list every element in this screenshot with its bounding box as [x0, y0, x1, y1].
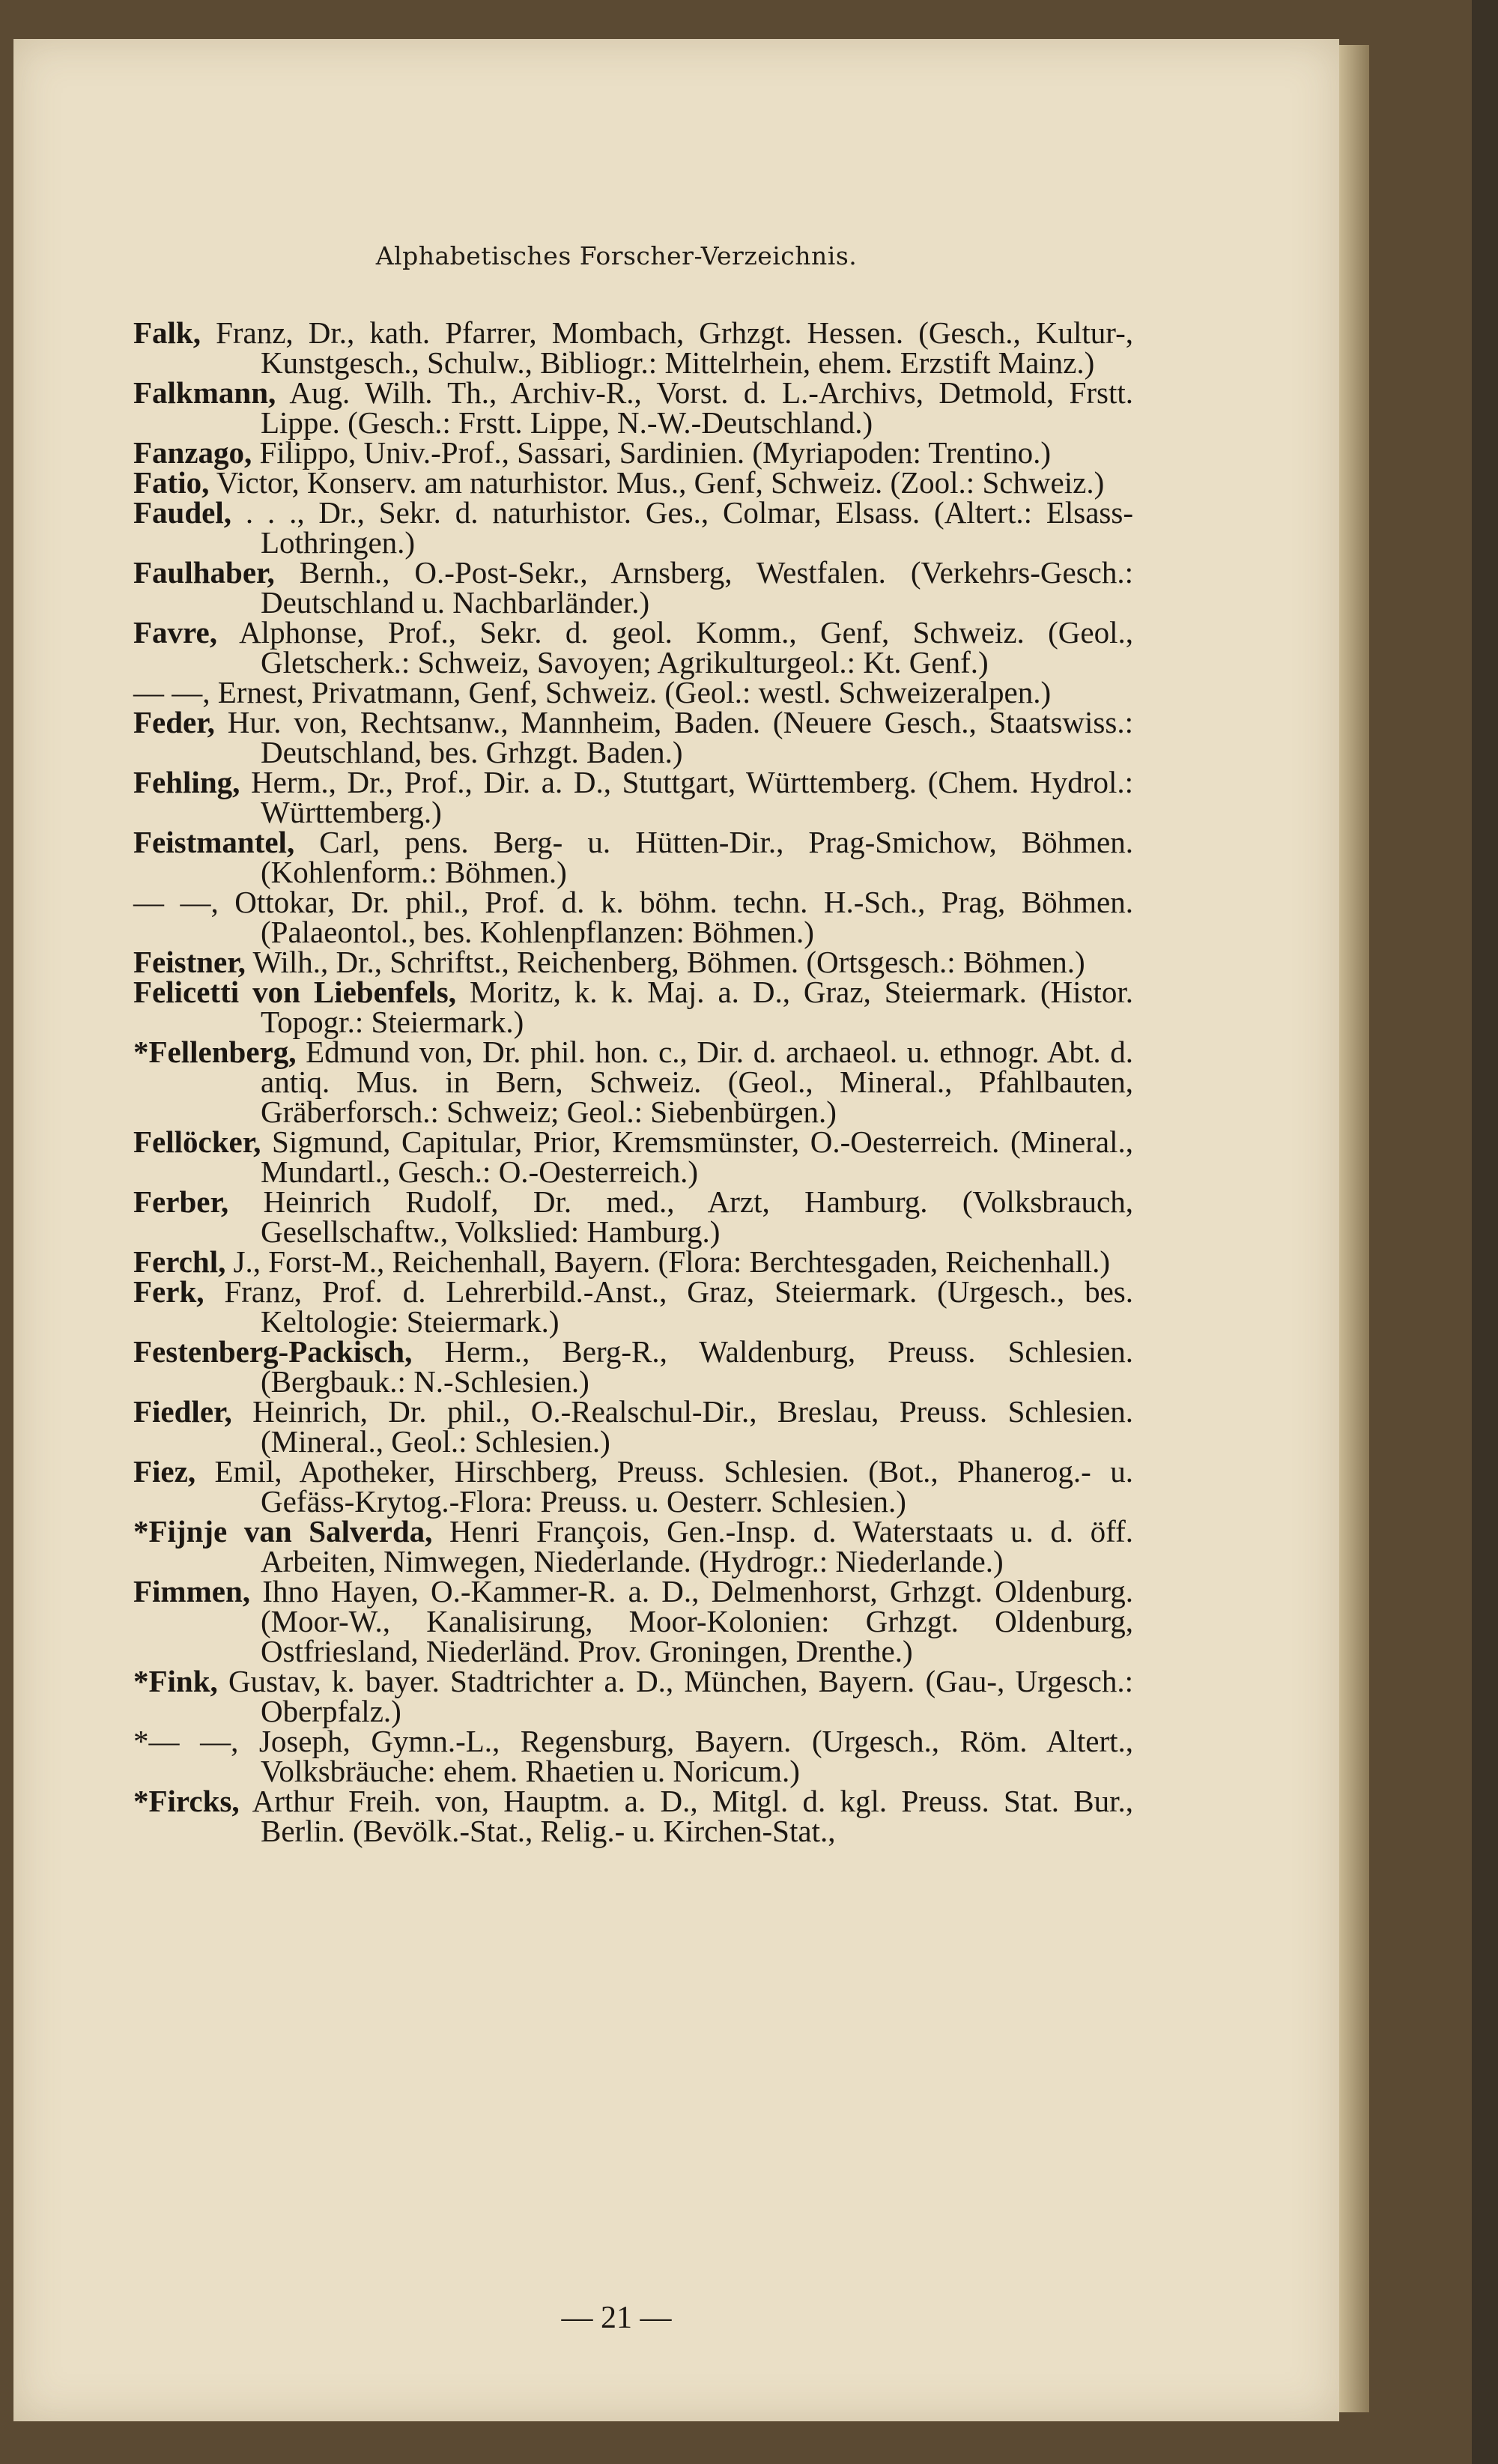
entry-text: Franz, Dr., kath. Pfarrer, Mombach, Grhzgt. Hessen. (Gesch., Kultur-, Kunstgesch., Schulw., Bibliogr.: Mittelrhein, ehem. Erzstift Mainz.) — [201, 315, 1133, 380]
entry-text: Alphonse, Prof., Sekr. d. geol. Komm., Genf, Schweiz. (Geol., Gletscherk.: Schweiz, Savoyen; Agrikulturgeol.: Kt. Genf.) — [216, 615, 1133, 679]
directory-entry — [133, 555, 1133, 620]
entry-text: J., Forst-M., Reichenhall, Bayern. (Flora: Berchtesgaden, Reichenhall.) — [225, 1244, 1111, 1279]
directory-entry — [133, 1124, 1133, 1189]
directory-entry — [133, 435, 1133, 470]
book-page — [13, 39, 1339, 2421]
entry-surname: Fiez, — [133, 1454, 196, 1489]
page-edge — [1339, 45, 1369, 2412]
directory-entry — [133, 1454, 1133, 1519]
entry-surname: Ferchl, — [133, 1244, 226, 1279]
directory-entry — [133, 1516, 1133, 1576]
entry-text: Aug. Wilh. Th., Archiv-R., Vorst. d. L.-Archivs, Detmold, Frstt. Lippe. (Gesch.: Frstt. Lippe, N.-W.-Deutschland.) — [261, 375, 1133, 440]
entry-text: Hur. von, Rechtsanw., Mannheim, Baden. (Neuere Gesch., Staatswiss.: Deutschland, bes. Grhzgt. Baden.) — [214, 705, 1133, 769]
entry-surname: *Fircks, — [133, 1784, 240, 1818]
directory-entry — [133, 465, 1133, 500]
directory-entry — [133, 1274, 1133, 1339]
directory-entry — [133, 375, 1133, 440]
entry-surname: Fatio, — [133, 465, 210, 500]
directory-entry — [133, 977, 1133, 1037]
entry-text: *— —, Joseph, Gymn.-L., Regensburg, Bayern. (Urgesch., Röm. Altert., Volksbräuche: ehem. Rhaetien u. Noricum.) — [133, 1724, 1133, 1788]
directory-entry — [133, 1786, 1133, 1846]
directory-entry — [133, 1726, 1133, 1786]
entry-surname: Faudel, — [133, 495, 231, 530]
entry-text: Edmund von, Dr. phil. hon. c., Dir. d. archaeol. u. ethnogr. Abt. d. antiq. Mus. in Bern, Schweiz. (Geol., Mineral., Pfahlbauten, Gräberforsch.: Schweiz; Geol.: Siebenbürgen.) — [261, 1035, 1133, 1129]
entry-text: Heinrich, Dr. phil., O.-Realschul-Dir., Breslau, Preuss. Schlesien. (Mineral., Geol.: Schlesien.) — [231, 1394, 1133, 1459]
entry-text: Sigmund, Capitular, Prior, Kremsmünster, O.-Oesterreich. (Mineral., Mundartl., Gesch.: O.-Oesterreich.) — [261, 1124, 1133, 1189]
directory-entry — [133, 677, 1133, 707]
entry-surname: Ferber, — [133, 1184, 229, 1219]
entry-surname: Feder, — [133, 705, 215, 739]
entry-text: Moritz, k. k. Maj. a. D., Graz, Steiermark. (Histor. Topogr.: Steiermark.) — [261, 975, 1133, 1039]
entry-surname: Felicetti von Liebenfels, — [133, 975, 457, 1009]
entry-text: . . ., Dr., Sekr. d. naturhistor. Ges., Colmar, Elsass. (Altert.: Elsass-Lothringen.) — [231, 495, 1133, 560]
entry-surname: Fehling, — [133, 765, 240, 799]
entry-text: Herm., Berg-R., Waldenburg, Preuss. Schlesien. (Bergbauk.: N.-Schlesien.) — [261, 1334, 1133, 1399]
entry-surname: Falkmann, — [133, 375, 276, 410]
directory-entry — [133, 887, 1133, 947]
page-number: — 21 — — [561, 2301, 672, 2335]
entry-surname: Fiedler, — [133, 1394, 232, 1429]
entry-surname: Falk, — [133, 315, 201, 350]
page-header: Alphabetisches Forscher-Verzeichnis. — [375, 241, 858, 270]
directory-entry — [133, 707, 1133, 767]
entry-surname: Festenberg-Packisch, — [133, 1334, 413, 1369]
directory-entry — [133, 495, 1133, 560]
directory-entry — [133, 767, 1133, 827]
entry-surname: Fimmen, — [133, 1574, 250, 1608]
directory-entry — [133, 1576, 1133, 1666]
directory-entry — [133, 1037, 1133, 1127]
entry-surname: *Fijnje van Salverda, — [133, 1514, 433, 1549]
directory-entry — [133, 1334, 1133, 1399]
entry-text: Emil, Apotheker, Hirschberg, Preuss. Schlesien. (Bot., Phanerog.- u. Gefäss-Krytog.-Flora: Preuss. u. Oesterr. Schlesien.) — [195, 1454, 1133, 1519]
entry-text: — —, Ottokar, Dr. phil., Prof. d. k. böhm. techn. H.-Sch., Prag, Böhmen. (Palaeontol., bes. Kohlenpflanzen: Böhmen.) — [133, 885, 1133, 949]
entry-text: Gustav, k. bayer. Stadtrichter a. D., München, Bayern. (Gau-, Urgesch.: Oberpfalz.) — [217, 1664, 1133, 1728]
entry-surname: Ferk, — [133, 1274, 204, 1309]
directory-entry — [133, 617, 1133, 677]
directory-entry — [133, 1394, 1133, 1459]
entry-surname: Favre, — [133, 615, 217, 650]
entry-surname: Faulhaber, — [133, 555, 275, 590]
directory-entry — [133, 315, 1133, 380]
entry-text: Herm., Dr., Prof., Dir. a. D., Stuttgart, Württemberg. (Chem. Hydrol.: Württemberg.) — [240, 765, 1133, 829]
entry-text: Wilh., Dr., Schriftst., Reichenberg, Böhmen. (Ortsgesch.: Böhmen.) — [245, 945, 1085, 979]
entry-text: — —, Ernest, Privatmann, Genf, Schweiz. (Geol.: westl. Schweizeralpen.) — [133, 675, 1052, 709]
entry-surname: Fanzago, — [133, 435, 252, 470]
entry-text: Henri François, Gen.-Insp. d. Waterstaats u. d. öff. Arbeiten, Nimwegen, Niederlande. (Hydrogr.: Niederlande.) — [261, 1514, 1133, 1578]
entry-surname: *Fink, — [133, 1664, 218, 1698]
directory-entry — [133, 1244, 1133, 1279]
entry-surname: Fellöcker, — [133, 1124, 261, 1159]
entry-surname: Feistmantel, — [133, 825, 295, 859]
entry-surname: Feistner, — [133, 945, 246, 979]
entry-list — [133, 315, 1133, 1848]
entry-text: Victor, Konserv. am naturhistor. Mus., Genf, Schweiz. (Zool.: Schweiz.) — [209, 465, 1105, 500]
entry-text: Arthur Freih. von, Hauptm. a. D., Mitgl. d. kgl. Preuss. Stat. Bur., Berlin. (Bevölk.-Stat., Relig.- u. Kirchen-Stat., — [239, 1784, 1133, 1848]
entry-text: Bernh., O.-Post-Sekr., Arnsberg, Westfalen. (Verkehrs-Gesch.: Deutschland u. Nachbarländer.) — [261, 555, 1133, 620]
entry-surname: *Fellenberg, — [133, 1035, 297, 1069]
entry-text: Heinrich Rudolf, Dr. med., Arzt, Hamburg. (Volksbrauch, Gesellschaftw., Volkslied: Hamburg.) — [228, 1184, 1133, 1249]
directory-entry — [133, 1184, 1133, 1249]
directory-entry — [133, 947, 1133, 977]
entry-text: Carl, pens. Berg- u. Hütten-Dir., Prag-Smichow, Böhmen. (Kohlenform.: Böhmen.) — [261, 825, 1133, 889]
entry-text: Franz, Prof. d. Lehrerbild.-Anst., Graz, Steiermark. (Urgesch., bes. Keltologie: Steiermark.) — [204, 1274, 1133, 1339]
directory-entry — [133, 827, 1133, 887]
entry-text: Filippo, Univ.-Prof., Sassari, Sardinien. (Myriapoden: Trentino.) — [252, 435, 1051, 470]
entry-text: Ihno Hayen, O.-Kammer-R. a. D., Delmenhorst, Grhzgt. Oldenburg. (Moor-W., Kanalisirung, Moor-Kolonien: Grhzgt. Oldenburg, Ostfriesland, Niederländ. Prov. Groningen, Drenthe.) — [250, 1574, 1133, 1668]
directory-entry — [133, 1666, 1133, 1726]
